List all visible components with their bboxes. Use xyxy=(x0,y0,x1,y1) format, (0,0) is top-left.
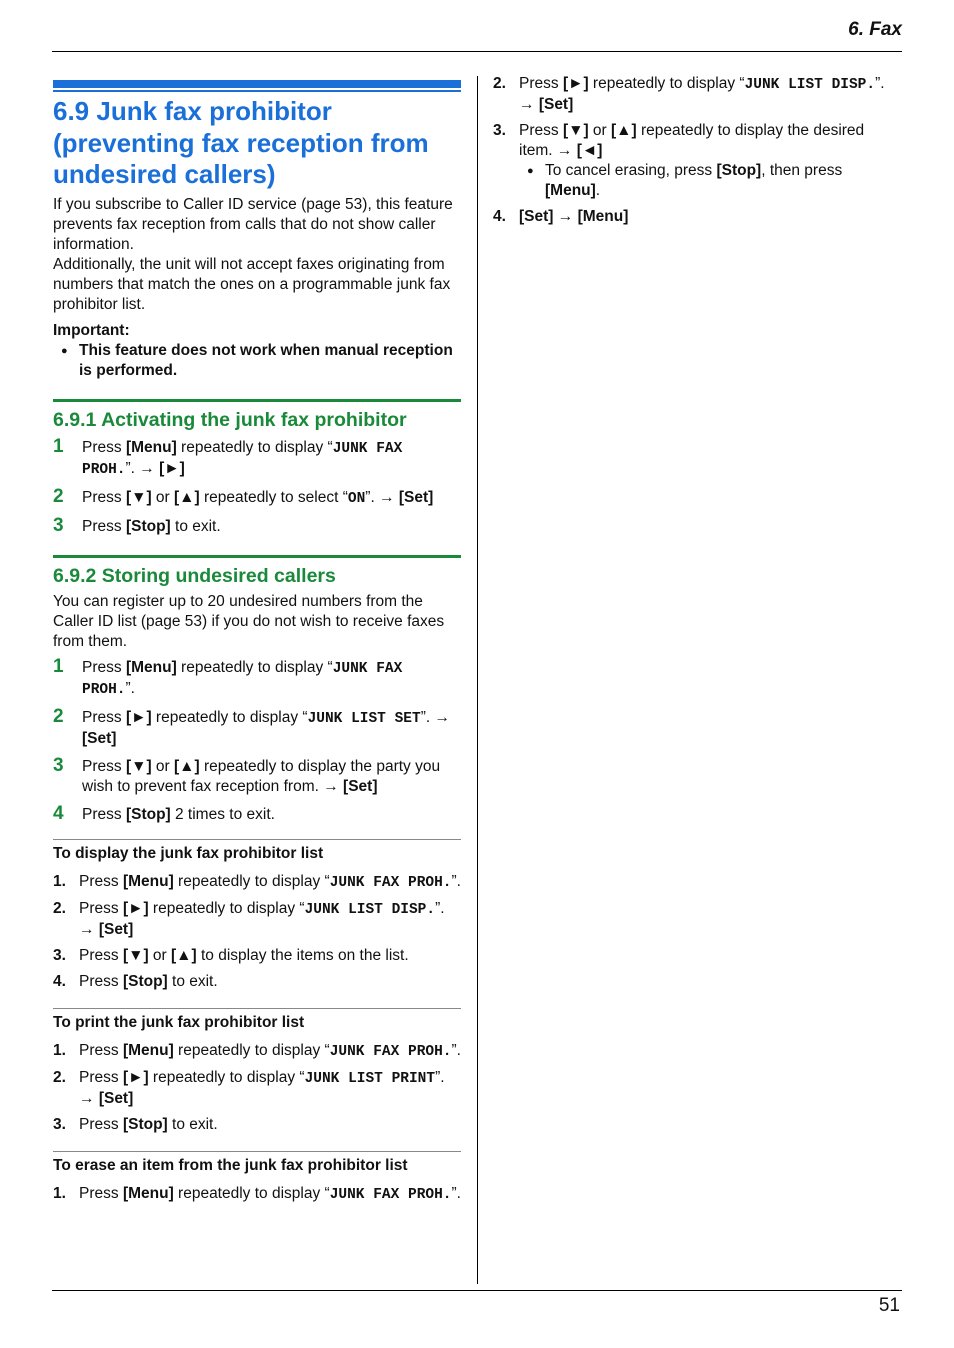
section-header: 6. Fax xyxy=(848,19,902,40)
step-text: or xyxy=(148,946,172,964)
key-label: [►] xyxy=(125,708,152,726)
key-label: [Set] xyxy=(98,920,134,938)
step-item xyxy=(53,485,461,509)
step-number: 1. xyxy=(53,872,66,890)
step-text: ”. → xyxy=(79,899,445,938)
step-item xyxy=(53,1115,461,1135)
display-text: JUNK FAX PROH. xyxy=(329,1043,452,1060)
step-number: 3 xyxy=(53,514,64,536)
step-text: ”. → xyxy=(519,75,885,113)
section-692-title: 6.9.2 Storing undesired callers xyxy=(53,555,461,588)
print-list-heading: To print the junk fax prohibitor list xyxy=(53,1008,461,1033)
step-text: repeatedly to display “ xyxy=(588,75,745,92)
section-692-intro: You can register up to 20 undesired numbers from the Caller ID list (page 53) if you do not wish to receive faxes from them. xyxy=(53,592,445,650)
key-label: [Menu] xyxy=(125,438,177,456)
step-item xyxy=(53,1041,461,1062)
key-label: [▼] xyxy=(562,122,589,139)
display-text: JUNK LIST PRINT xyxy=(304,1070,436,1087)
display-text: JUNK FAX PROH. xyxy=(329,874,452,891)
key-label: [Stop] xyxy=(122,1115,168,1133)
step-text: ”. xyxy=(451,1041,461,1059)
key-label: [Set] xyxy=(343,777,378,795)
step-item xyxy=(53,754,461,797)
step-text: repeatedly to display “ xyxy=(173,1041,330,1059)
key-label: [►] xyxy=(562,75,589,92)
key-label: [Menu] xyxy=(125,658,177,676)
display-text: JUNK LIST DISP. xyxy=(304,901,436,918)
key-label: [Set] xyxy=(519,208,554,225)
step-text: Press xyxy=(79,1184,123,1202)
step-text: . xyxy=(595,182,601,199)
step-number: 4 xyxy=(53,802,64,824)
step-text: repeatedly to display the desired item. → xyxy=(519,122,865,159)
display-text: JUNK FAX PROH. xyxy=(82,660,403,698)
key-label: [▼] xyxy=(122,946,149,964)
step-text: ”. → xyxy=(420,708,450,726)
display-text: ON xyxy=(347,490,366,507)
display-text: JUNK FAX PROH. xyxy=(329,1186,452,1203)
key-label: [Menu] xyxy=(545,182,596,199)
step-item xyxy=(53,946,461,966)
step-text: Press xyxy=(79,1068,123,1086)
key-label: [Menu] xyxy=(122,1041,174,1059)
step-text: Press xyxy=(79,1115,123,1133)
display-list-steps xyxy=(53,872,461,992)
step-item xyxy=(53,435,461,480)
section-692-steps xyxy=(53,655,461,825)
step-text: Press xyxy=(82,757,126,775)
key-label: [Set] xyxy=(82,729,117,747)
key-label: [Menu] xyxy=(577,208,629,225)
right-column xyxy=(493,74,893,233)
step-text: to exit. xyxy=(167,972,218,990)
step-number: 1. xyxy=(53,1184,66,1202)
step-number: 2 xyxy=(53,705,64,727)
key-label: [▲] xyxy=(174,757,200,775)
step-text: or xyxy=(588,122,612,139)
step-number: 3. xyxy=(53,1115,66,1133)
title-bar xyxy=(53,80,461,88)
display-text: JUNK LIST DISP. xyxy=(744,77,876,93)
key-label: [►] xyxy=(122,1068,149,1086)
step-text: repeatedly to display “ xyxy=(176,438,333,456)
step-text: Press xyxy=(82,708,126,726)
step-text: repeatedly to display “ xyxy=(173,872,330,890)
page-number: 51 xyxy=(878,1295,900,1316)
key-label: [►] xyxy=(122,899,149,917)
print-list-steps xyxy=(53,1041,461,1135)
step-number: 4. xyxy=(53,972,66,990)
step-number: 1 xyxy=(53,655,64,677)
key-label: [◄] xyxy=(576,142,603,159)
important-label: Important: xyxy=(53,321,130,339)
step-item xyxy=(493,207,893,227)
step-text: Press xyxy=(519,75,563,92)
step-text: repeatedly to display “ xyxy=(151,708,308,726)
step-text: to exit. xyxy=(170,517,221,535)
key-label: [▼] xyxy=(125,488,152,506)
step-text: 2 times to exit. xyxy=(170,805,275,823)
key-label: [▲] xyxy=(174,488,200,506)
step-number: 1 xyxy=(53,435,64,457)
step-text: repeatedly to display “ xyxy=(176,658,333,676)
step-text: , then press xyxy=(761,162,843,179)
step-number: 3. xyxy=(53,946,66,964)
key-label: [Stop] xyxy=(122,972,168,990)
step-text: Press xyxy=(79,872,123,890)
step-text: repeatedly to display “ xyxy=(148,1068,305,1086)
step-text: repeatedly to display the party you wish to prevent fax reception from. → xyxy=(82,757,441,795)
step-text: Press xyxy=(82,517,126,535)
step-item xyxy=(53,514,461,537)
key-label: [▼] xyxy=(125,757,152,775)
step-text: Press xyxy=(79,1041,123,1059)
step-item xyxy=(53,1184,461,1205)
step-text: Press xyxy=(82,805,126,823)
erase-item-steps-left xyxy=(53,1184,461,1205)
step-text: to display the items on the list. xyxy=(196,946,409,964)
key-label: [Set] xyxy=(98,1089,134,1107)
erase-item-steps-right xyxy=(493,74,893,227)
section-691-steps xyxy=(53,435,461,537)
step-text: ”. → xyxy=(125,459,160,477)
key-label: [Set] xyxy=(538,96,574,113)
step-number: 2. xyxy=(53,899,66,917)
step-item xyxy=(53,899,461,940)
step-text: Press xyxy=(82,438,126,456)
key-label: [►] xyxy=(159,459,185,477)
intro-paragraph-1: If you subscribe to Caller ID service (page 53), this feature prevents fax reception from calls that do not show caller information. xyxy=(53,195,453,253)
step-item xyxy=(53,1068,461,1109)
step-number: 2 xyxy=(53,485,64,507)
step-text: or xyxy=(151,488,175,506)
key-label: [Menu] xyxy=(122,872,174,890)
erase-item-heading: To erase an item from the junk fax prohibitor list xyxy=(53,1151,461,1176)
step-text: ”. xyxy=(451,1184,461,1202)
cancel-note xyxy=(519,161,893,201)
step-text: repeatedly to display “ xyxy=(173,1184,330,1202)
left-column xyxy=(53,80,461,1211)
page-title: 6.9 Junk fax prohibitor (preventing fax reception from undesired callers) xyxy=(53,96,429,189)
step-text: → xyxy=(553,208,578,225)
key-label: [Menu] xyxy=(122,1184,174,1202)
step-text: Press xyxy=(82,488,126,506)
step-item xyxy=(53,655,461,700)
step-number: 4. xyxy=(493,208,506,225)
important-note: ● This feature does not work when manual reception is performed. xyxy=(53,341,461,381)
key-label: [Stop] xyxy=(125,517,171,535)
display-text: JUNK LIST SET xyxy=(307,710,421,727)
top-rule xyxy=(52,51,902,52)
step-item xyxy=(53,705,461,749)
step-item xyxy=(493,74,893,115)
step-text: Press xyxy=(79,899,123,917)
step-text: ”. xyxy=(451,872,461,890)
step-text: Press xyxy=(82,658,126,676)
step-number: 3 xyxy=(53,754,64,776)
step-text: to exit. xyxy=(167,1115,218,1133)
step-number: 2. xyxy=(53,1068,66,1086)
step-item xyxy=(53,872,461,893)
step-text: ”. → xyxy=(79,1068,445,1107)
step-text: To cancel erasing, press xyxy=(545,162,717,179)
key-label: [Stop] xyxy=(716,162,762,179)
step-item xyxy=(493,121,893,201)
step-text: repeatedly to select “ xyxy=(199,488,348,506)
intro-paragraph-2: Additionally, the unit will not accept faxes originating from numbers that match the ones on a programmable junk fax prohibitor list. xyxy=(53,255,451,313)
display-list-heading: To display the junk fax prohibitor list xyxy=(53,839,461,864)
step-item xyxy=(53,972,461,992)
step-text: repeatedly to display “ xyxy=(148,899,305,917)
step-number: 3. xyxy=(493,122,506,139)
step-text: Press xyxy=(519,122,563,139)
key-label: [Set] xyxy=(398,488,434,506)
section-691-title: 6.9.1 Activating the junk fax prohibitor xyxy=(53,399,461,432)
step-text: Press xyxy=(79,972,123,990)
step-text: or xyxy=(151,757,175,775)
bottom-rule xyxy=(52,1290,902,1291)
step-number: 2. xyxy=(493,75,506,92)
step-item xyxy=(53,802,461,825)
title-bar-thin xyxy=(53,90,461,92)
key-label: [▲] xyxy=(611,122,637,139)
column-divider xyxy=(477,76,478,1284)
step-text: ”. → xyxy=(365,488,399,506)
display-text: JUNK FAX PROH. xyxy=(82,440,403,478)
step-text: Press xyxy=(79,946,123,964)
step-text: ”. xyxy=(125,679,135,697)
step-number: 1. xyxy=(53,1041,66,1059)
key-label: [▲] xyxy=(171,946,197,964)
key-label: [Stop] xyxy=(125,805,171,823)
